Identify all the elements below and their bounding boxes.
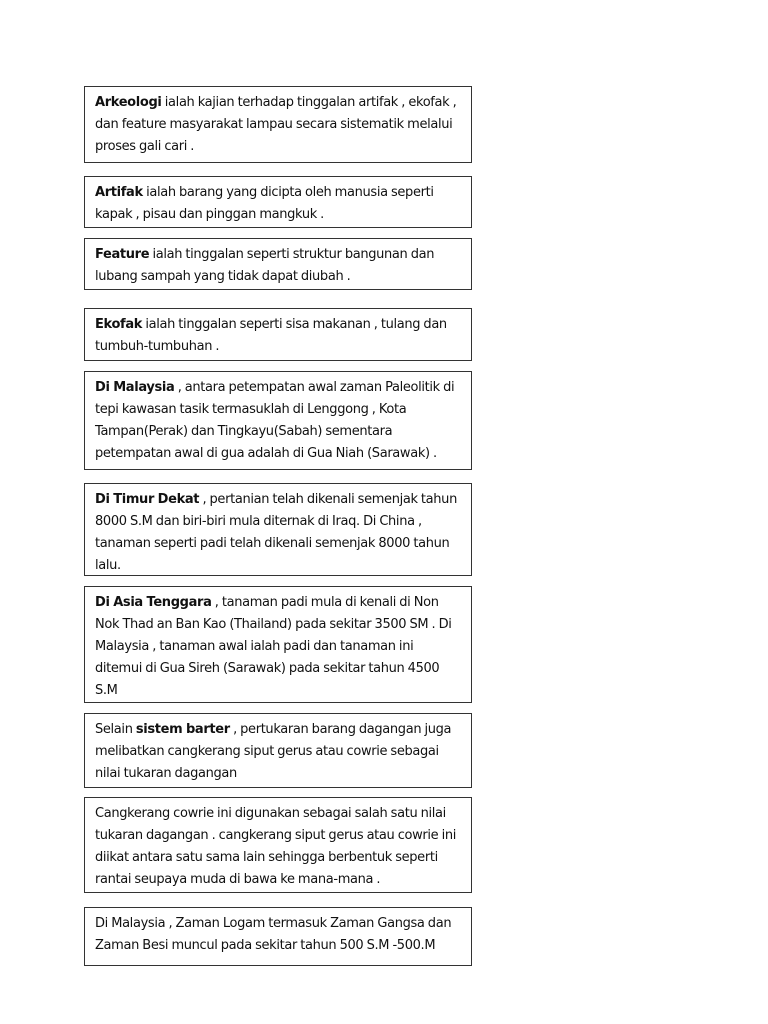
note-text: ialah tinggalan seperti sisa makanan , tulang dan tumbuh-tumbuhan . — [95, 317, 447, 354]
note-text: ialah barang yang dicipta oleh manusia seperti kapak , pisau dan pinggan mangkuk . — [95, 185, 434, 222]
note-text: ialah tinggalan seperti struktur bangunan dan lubang sampah yang tidak dapat diubah . — [95, 247, 435, 284]
note-box-asia-tenggara — [84, 586, 472, 703]
note-text-lead: Selain — [95, 722, 136, 737]
note-term: Di Malaysia — [95, 380, 175, 395]
note-box-feature — [84, 238, 472, 290]
note-term: Artifak — [95, 185, 143, 200]
note-box-zaman-logam — [84, 907, 472, 966]
note-term: Arkeologi — [95, 95, 162, 110]
note-term: Ekofak — [95, 317, 143, 332]
note-box-artifak — [84, 176, 472, 228]
note-box-arkeologi — [84, 86, 472, 163]
note-box-timur-dekat — [84, 483, 472, 576]
note-term: Di Timur Dekat — [95, 492, 200, 507]
note-term: Feature — [95, 247, 150, 262]
note-box-cangkerang-cowrie — [84, 797, 472, 893]
note-box-ekofak — [84, 308, 472, 361]
note-text: ialah kajian terhadap tinggalan artifak , ekofak , dan feature masyarakat lampau secara sistematik melalui proses gali cari . — [95, 95, 457, 154]
note-box-sistem-barter — [84, 713, 472, 788]
note-text: Cangkerang cowrie ini digunakan sebagai salah satu nilai tukaran dagangan . cangkerang siput gerus atau cowrie ini diikat antara satu sama lain sehingga berbentuk seperti rantai seupaya muda di bawa ke mana-mana . — [95, 806, 456, 887]
note-text: Di Malaysia , Zaman Logam termasuk Zaman Gangsa dan Zaman Besi muncul pada sekitar tahun 500 S.M -500.M — [95, 916, 452, 953]
note-text: , tanaman padi mula di kenali di Non Nok Thad an Ban Kao (Thailand) pada sekitar 3500 SM . Di Malaysia , tanaman awal ialah padi dan tanaman ini ditemui di Gua Sireh (Sarawak) pada sekitar tahun 4500 S.M — [95, 595, 452, 698]
note-term: sistem barter — [135, 722, 230, 737]
note-text: , antara petempatan awal zaman Paleolitik di tepi kawasan tasik termasuklah di Lenggong , Kota Tampan(Perak) dan Tingkayu(Sabah) sementara petempatan awal di gua adalah di Gua Niah (Sarawak) . — [95, 380, 455, 461]
note-term: Di Asia Tenggara — [95, 595, 212, 610]
note-box-malaysia-paleolitik — [84, 371, 472, 470]
note-text: , pertukaran barang dagangan juga melibatkan cangkerang siput gerus atau cowrie sebagai nilai tukaran dagangan — [95, 722, 452, 781]
note-text: , pertanian telah dikenali semenjak tahun 8000 S.M dan biri-biri mula diternak di Iraq. Di China , tanaman seperti padi telah dikenali semenjak 8000 tahun lalu. — [95, 492, 457, 573]
